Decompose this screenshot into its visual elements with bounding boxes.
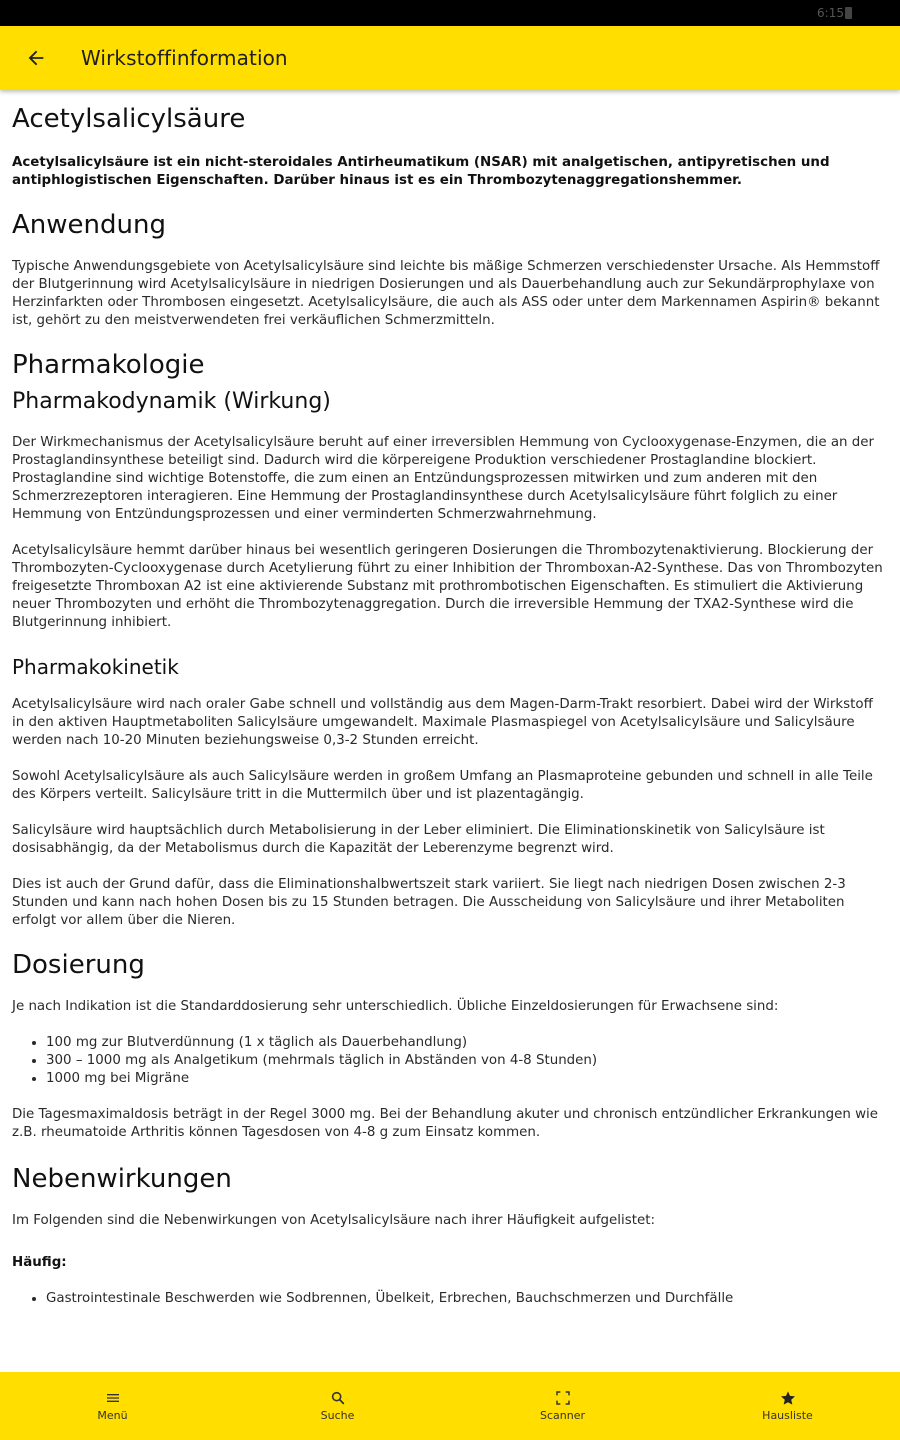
app-title: Wirkstoffinformation [81,46,288,70]
dosierung-intro: Je nach Indikation ist die Standarddosierung sehr unterschiedlich. Übliche Einzeldosierungen für Erwachsene sind: [12,999,779,1014]
pharmakodynamik-paragraph-1: Der Wirkmechanismus der Acetylsalicylsäure beruht auf einer irreversiblen Hemmung von Cyclooxygenase-Enzymen, die an der Prostaglandinsynthese beteiligt sind. Dadurch wird die körpereigene Produktion verschiedener Prostaglandine blockiert. Prostaglandine sind wichtige Botenstoffe, die zum einen an Entzündungsprozessen mitwirken und zum anderen mit den Schmerzrezeptoren interagieren. Eine Hemmung der Prostaglandinsynthese durch Acetylsalicylsäure führt folglich zu einer Hemmung von Entzündungsprozessen und einer verminderten Schmerzwahrnehmung. [12,435,875,522]
nav-item-scanner[interactable] [453,1390,673,1422]
nav-label-search: Suche [320,1409,355,1422]
list-item: • 300 – 1000 mg als Analgetikum (mehrmals täglich in Abständen von 4-8 Stunden) [46,1052,888,1070]
pharmakokinetik-paragraph-1: Acetylsalicylsäure wird nach oraler Gabe schnell und vollständig aus dem Magen-Darm-Trakt resorbiert. Dabei wird der Wirkstoff in den aktiven Hauptmetaboliten Salicylsäure umgewandelt. Maximale Plasmaspiegel von Acetylsalicylsäure und Salicylsäure werden nach 10-20 Minuten beziehungsweise 0,3-2 Stunden erreicht. [12,697,873,748]
pharmakodynamik-paragraph-2: Acetylsalicylsäure hemmt darüber hinaus bei wesentlich geringeren Dosierungen die Thrombozytenaktivierung. Blockierung der Thrombozyten-Cyclooxygenase durch Acetylierung führt zu einer Inhibition der Thromboxan-A2-Synthese. Das von Thrombozyten freigesetzte Thromboxan A2 ist eine aktivierende Substanz mit prothrombotischen Eigenschaften. Es stimuliert die Aktivierung neuer Thrombozyten und erhöht die Thrombozytenaggregation. Durch die irreversible Hemmung der TXA2-Synthese wird die Blutgerinnung inhibiert. [12,543,883,630]
nav-item-search[interactable] [228,1390,448,1422]
article-intro: Acetylsalicylsäure ist ein nicht-steroidales Antirheumatikum (NSAR) mit analgetischen, antipyretischen und antiphlogistischen Eigenschaften. Darüber hinaus ist es ein Thrombozytenaggregationshemmer. [12,155,830,188]
list-item: • 100 mg zur Blutverdünnung (1 x täglich als Dauerbehandlung) [46,1034,888,1052]
nebenwirkungen-intro: Im Folgenden sind die Nebenwirkungen von Acetylsalicylsäure nach ihrer Häufigkeit aufgelistet: [12,1213,655,1228]
scanner-icon [555,1390,571,1406]
menu-icon [105,1390,121,1406]
haeufig-label: Häufig: [12,1255,67,1270]
section-dosierung-heading: Dosierung [12,950,145,980]
dosierung-outro: Die Tagesmaximaldosis beträgt in der Regel 3000 mg. Bei der Behandlung akuter und chronisch entzündlicher Erkrankungen wie z.B. rheumatoide Arthritis können Tagesdosen von 4-8 g zum Einsatz kommen. [12,1107,879,1140]
back-button[interactable] [14,36,58,80]
section-pharmakokinetik-heading: Pharmakokinetik [12,655,179,679]
article-title: Acetylsalicylsäure [12,104,246,134]
list-item: • Gastrointestinale Beschwerden wie Sodbrennen, Übelkeit, Erbrechen, Bauchschmerzen und Durchfälle [46,1290,888,1308]
status-time: 6:15 [817,6,844,20]
nav-item-hausliste[interactable] [678,1390,898,1422]
section-pharmakodynamik-heading: Pharmakodynamik (Wirkung) [12,389,331,414]
nav-label-scanner: Scanner [539,1409,585,1422]
search-icon [330,1390,346,1406]
nav-label-hausliste: Hausliste [762,1409,813,1422]
status-bar [0,0,900,26]
section-nebenwirkungen-heading: Nebenwirkungen [12,1164,232,1194]
section-anwendung-text: Typische Anwendungsgebiete von Acetylsalicylsäure sind leichte bis mäßige Schmerzen verschiedenster Ursache. Als Hemmstoff der Blutgerinnung wird Acetylsalicylsäure in niedrigen Dosierungen und als Dauerbehandlung auch zur Sekundärprophylaxe von Herzinfarkten oder Thrombosen eingesetzt. Acetylsalicylsäure, die auch als ASS oder unter dem Markennamen Aspirin® bekannt ist, gehört zu den meistverwendeten frei verkäuflichen Schmerzmitteln. [12,259,880,328]
article-content[interactable] [0,92,900,1372]
nav-item-menu[interactable] [3,1390,223,1422]
dosierung-list [12,1034,888,1088]
pharmakokinetik-paragraph-4: Dies ist auch der Grund dafür, dass die Eliminationshalbwertszeit stark variiert. Sie liegt nach niedrigen Dosen zwischen 2-3 Stunden und kann nach hohen Dosen bis zu 15 Stunden betragen. Die Ausscheidung von Salicylsäure und ihrer Metaboliten erfolgt vor allem über die Nieren. [12,877,846,928]
app-bar [0,26,900,90]
arrow-left-icon [25,47,47,69]
section-anwendung-heading: Anwendung [12,210,166,240]
pharmakokinetik-paragraph-2: Sowohl Acetylsalicylsäure als auch Salicylsäure werden in großem Umfang an Plasmaproteine gebunden und schnell in alle Teile des Körpers verteilt. Salicylsäure tritt in die Muttermilch über und ist plazentagängig. [12,769,873,802]
bottom-navigation [0,1372,900,1440]
star-icon [780,1390,796,1406]
haeufig-list [12,1290,888,1308]
battery-icon [845,7,852,19]
pharmakokinetik-paragraph-3: Salicylsäure wird hauptsächlich durch Metabolisierung in der Leber eliminiert. Die Eliminationskinetik von Salicylsäure ist dosisabhängig, da der Metabolismus durch die Kapazität der Leberenzyme begrenzt wird. [12,823,825,856]
nav-label-menu: Menü [97,1409,128,1422]
section-pharmakologie-heading: Pharmakologie [12,350,205,380]
list-item: • 1000 mg bei Migräne [46,1070,888,1088]
